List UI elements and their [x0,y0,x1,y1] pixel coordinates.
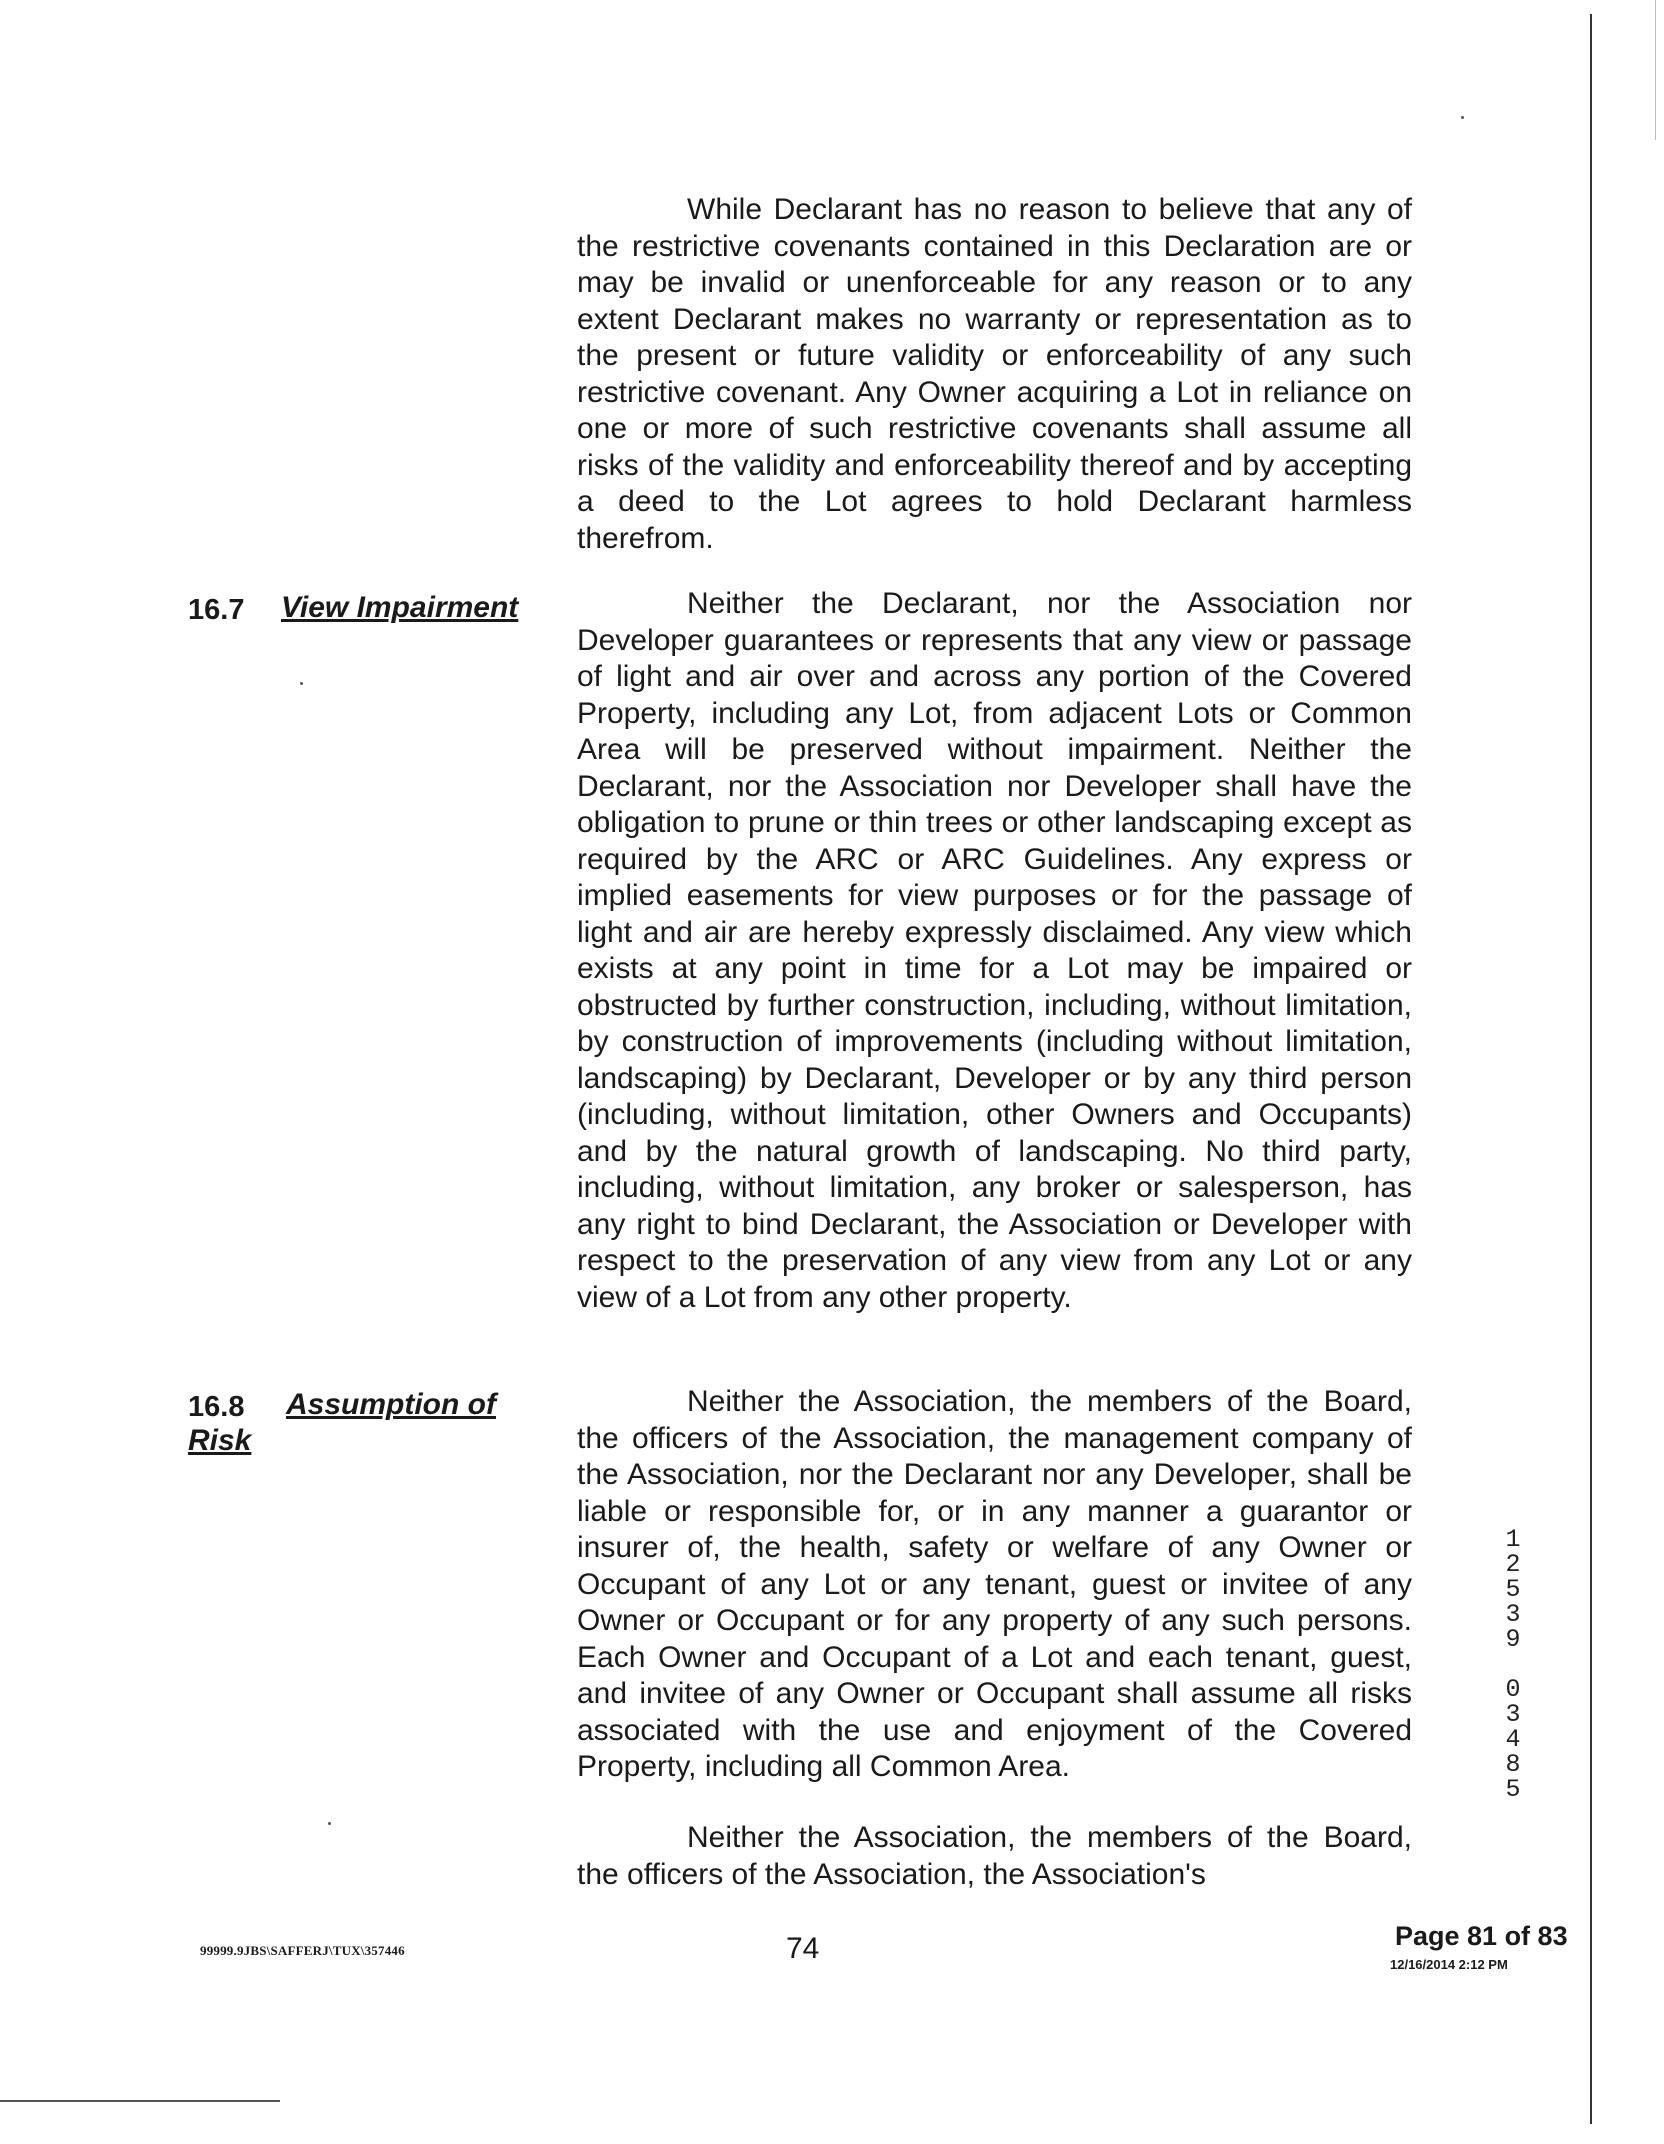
footer-page-of: Page 81 of 83 [1395,1921,1568,1951]
stamp-digit: 0 [1505,1675,1521,1704]
scan-bottom-line [0,2100,280,2102]
paragraph-validity-disclaimer: While Declarant has no reason to believe that any of the restrictive covenants contained in this Declaration are or may be invalid or unenforceable for any reason or to any extent Declarant makes no warranty or representation as to the present or future validity or enforceability of any such restrictive covenant. Any Owner acquiring a Lot in reliance on one or more of such restrictive covenants shall assume all risks of the validity and enforceability thereof and by accepting a deed to the Lot agrees to hold Declarant harmless therefrom. [577,193,1412,555]
stamp-digit: 5 [1505,1575,1521,1604]
stamp-digit: 4 [1505,1725,1521,1754]
paragraph-assumption-of-risk: Neither the Association, the members of the Board, the officers of the Association, the management company of the Association, nor the Declarant nor any Developer, shall be liable or responsible for, or in any manner a guarantor or insurer of, the health, safety or welfare of any Owner or Occupant of any Lot or any tenant, guest or invitee of any Owner or Occupant or for any property of any such persons. Each Owner and Occupant of a Lot and each tenant, guest, and invitee of any Owner or Occupant shall assume all risks associated with the use and enjoyment of the Covered Property, including all Common Area. [577,1385,1412,1783]
scan-speck [1461,116,1464,119]
stamp-gap [1500,1652,1526,1677]
stamp-digit: 5 [1505,1775,1521,1804]
section-title-assumption-of-risk-line2: Risk [188,1424,252,1457]
scan-speck [300,682,303,685]
stamp-digit: 2 [1505,1550,1521,1579]
footer-page-number: 74 [786,1932,820,1965]
stamp-digit: 9 [1505,1625,1521,1654]
section-title-assumption-of-risk-line1: Assumption of [286,1388,496,1421]
stamp-digit: 3 [1505,1600,1521,1629]
section-number-16-8: 16.8 [188,1391,245,1423]
scan-speck [328,1822,331,1825]
stamp-digit: 1 [1505,1525,1521,1554]
footer-datetime: 12/16/2014 2:12 PM [1390,1957,1508,1972]
side-stamp-number [1500,1527,1526,1802]
footer-file-reference: 99999.9JBS\SAFFERJ\TUX\357446 [200,1943,405,1958]
scan-edge-line-faint [1655,0,1656,140]
stamp-digit: 8 [1505,1750,1521,1779]
stamp-digit: 3 [1505,1700,1521,1729]
paragraph-view-impairment: Neither the Declarant, nor the Association nor Developer guarantees or represents that any view or passage of light and air over and across any portion of the Covered Property, including any Lot, from adjacent Lots or Common Area will be preserved without impairment. Neither the Declarant, nor the Association nor Developer shall have the obligation to prune or thin trees or other landscaping except as required by the ARC or ARC Guidelines. Any express or implied easements for view purposes or for the passage of light and air are hereby expressly disclaimed. Any view which exists at any point in time for a Lot may be impaired or obstructed by further construction, including, without limitation, by construction of improvements (including without limitation, landscaping) by Declarant, Developer or by any third person (including, without limitation, other Owners and Occupants) and by the natural growth of landscaping. No third party, including, without limitation, any broker or salesperson, has any right to bind Declarant, the Association or Developer with respect to the preservation of any view from any Lot or any view of a Lot from any other property. [577,587,1412,1314]
section-number-16-7: 16.7 [188,594,245,626]
paragraph-continuation: Neither the Association, the members of the Board, the officers of the Association, the Association's [577,1821,1412,1891]
scan-edge-line [1590,14,1592,2124]
section-title-view-impairment: View Impairment [281,591,519,624]
